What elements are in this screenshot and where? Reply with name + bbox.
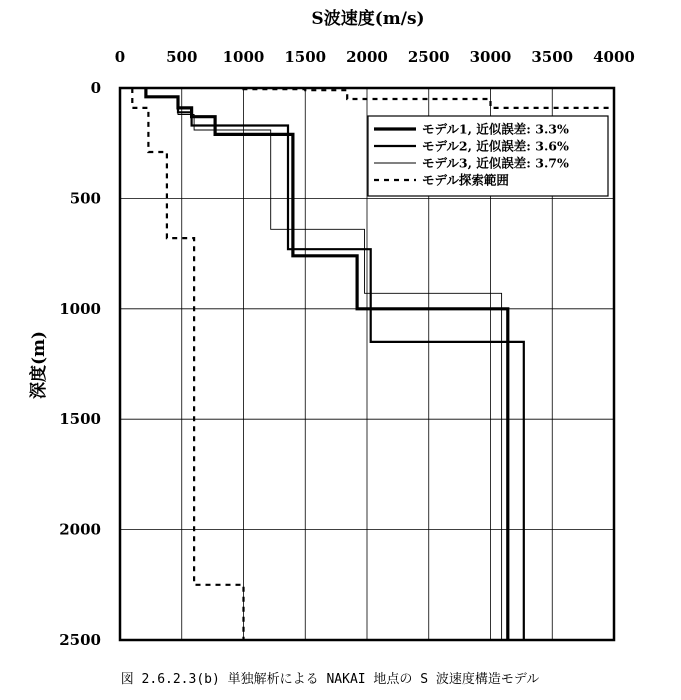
- figure-caption: 図 2.6.2.3(b) 単独解析による NAKAI 地点の S 波速度構造モデル: [120, 672, 540, 687]
- y-tick-label: 2500: [59, 631, 101, 649]
- y-tick-label: 500: [69, 189, 101, 208]
- y-axis-title: 深度(m): [29, 330, 49, 400]
- legend-label: モデル2, 近似誤差: 3.6%: [422, 138, 569, 154]
- x-tick-label: 1000: [222, 48, 265, 66]
- legend-label: モデル1, 近似誤差: 3.3%: [422, 121, 569, 137]
- y-tick-label: 1000: [59, 299, 101, 318]
- x-tick-label: 500: [166, 48, 198, 66]
- x-tick-label: 2000: [346, 48, 388, 66]
- x-tick-label: 2500: [407, 48, 450, 66]
- x-tick-label: 1500: [284, 48, 327, 66]
- y-tick-label: 2000: [59, 520, 101, 539]
- y-tick-label: 1500: [59, 410, 101, 429]
- legend: [368, 116, 608, 196]
- legend-label: モデル3, 近似誤差: 3.7%: [422, 155, 569, 171]
- y-tick-label: 0: [90, 79, 101, 97]
- y-ticks: [59, 79, 101, 649]
- x-tick-label: 3500: [531, 48, 574, 66]
- series-line-4: [132, 88, 243, 640]
- x-tick-label: 3000: [469, 48, 512, 66]
- x-tick-label: 0: [114, 48, 126, 66]
- x-tick-label: 4000: [593, 48, 635, 66]
- legend-label: モデル探索範囲: [422, 172, 509, 188]
- x-axis-title: S波速度(m/s): [311, 9, 425, 29]
- x-ticks: [115, 48, 635, 66]
